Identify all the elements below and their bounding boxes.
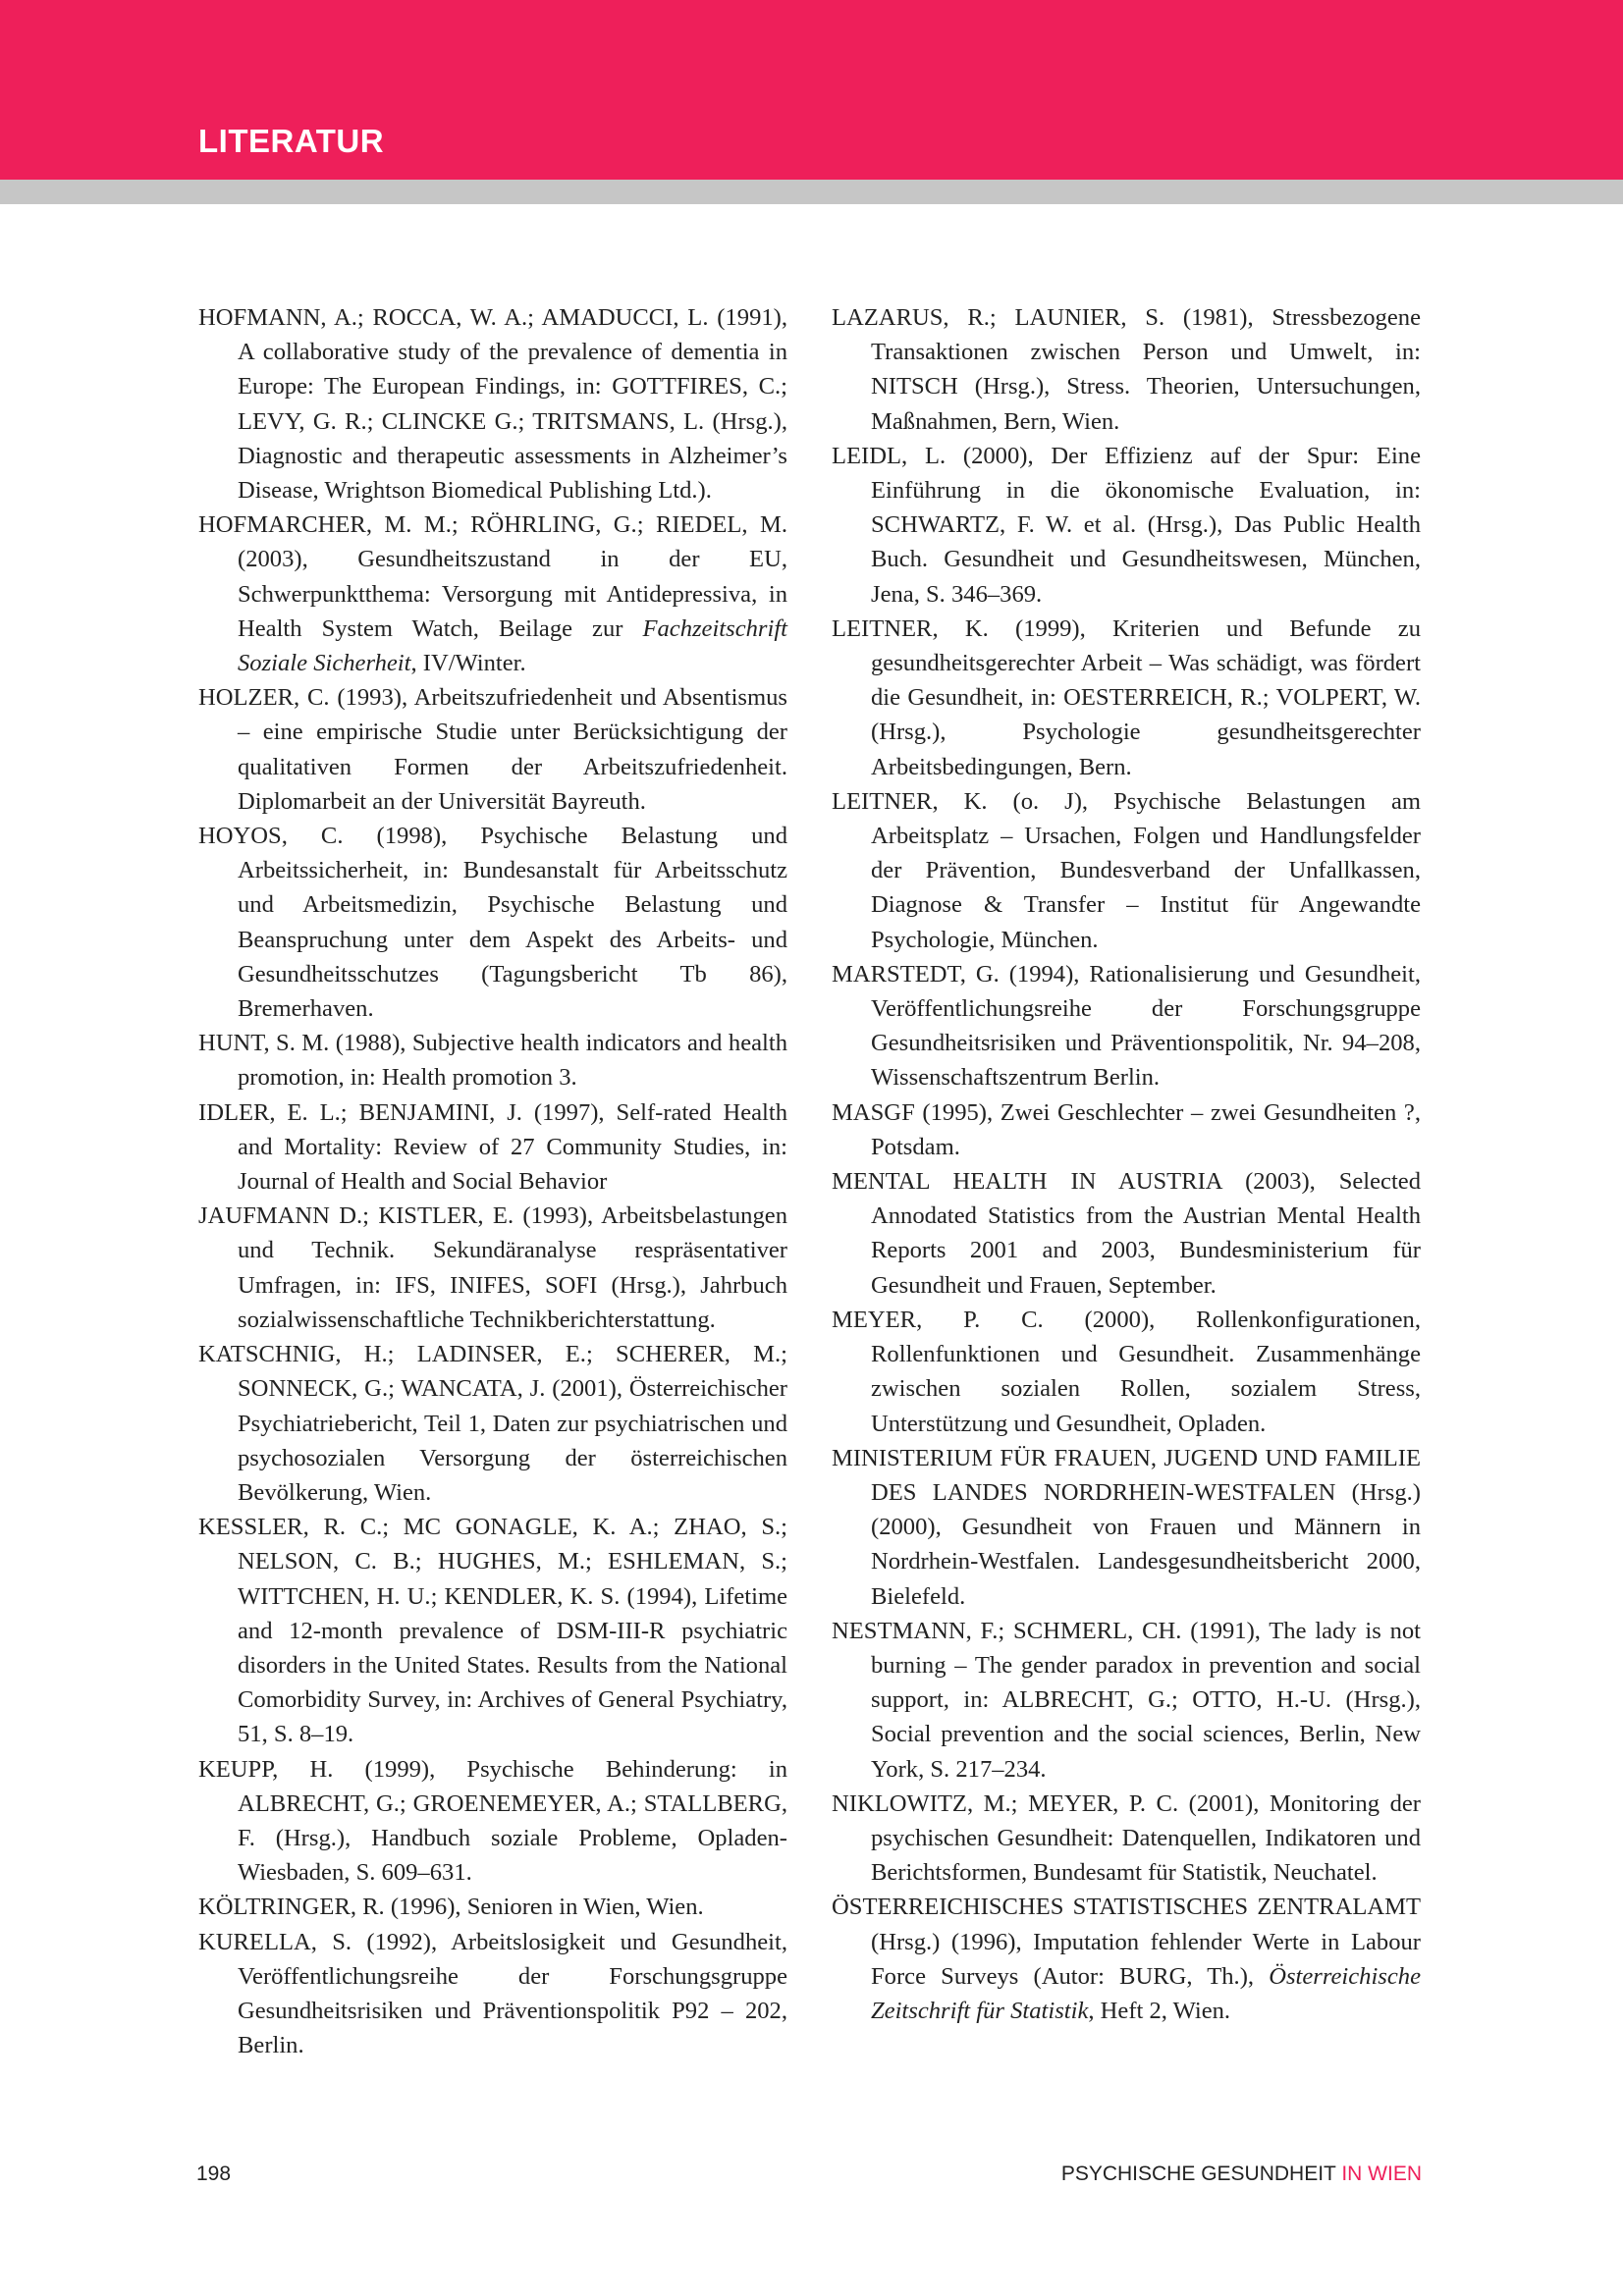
- footer-title-main: PSYCHISCHE GESUNDHEIT: [1060, 2163, 1342, 2185]
- running-footer-title: [1061, 2163, 1422, 2186]
- reference-entry: KATSCHNIG, H.; LADINSER, E.; SCHERER, M.; SONNECK, G.; WANCATA, J. (2001), Österreichischer Psychiatriebericht, Teil 1, Daten zur psychiatrischen und psychosozialen Versorgung der österreichischen Bevölkerung, Wien.: [198, 1341, 787, 1506]
- reference-entry: MEYER, P. C. (2000), Rollenkonfigurationen, Rollenfunktionen und Gesundheit. Zusammenhänge zwischen sozialen Rollen, sozialem Stress, Unterstützung und Gesundheit, Opladen.: [832, 1306, 1421, 1437]
- reference-entry: KEUPP, H. (1999), Psychische Behinderung: in ALBRECHT, G.; GROENEMEYER, A.; STALLBERG, F. (Hrsg.), Handbuch soziale Probleme, Opladen-Wiesbaden, S. 609–631.: [198, 1755, 787, 1887]
- reference-entry: JAUFMANN D.; KISTLER, E. (1993), Arbeitsbelastungen und Technik. Sekundäranalyse respräsentativer Umfragen, in: IFS, INIFES, SOFI (Hrsg.), Jahrbuch sozialwissenschaftliche Technikberichterstattung.: [198, 1202, 787, 1333]
- header-divider: [0, 180, 1623, 204]
- reference-entry: NESTMANN, F.; SCHMERL, CH. (1991), The lady is not burning – The gender paradox in prevention and social support, in: ALBRECHT, G.; OTTO, H.-U. (Hrsg.), Social prevention and the social sciences, Berlin, New York, S. 217–234.: [832, 1617, 1421, 1783]
- page-number: 198: [196, 2163, 232, 2185]
- reference-entry: IDLER, E. L.; BENJAMINI, J. (1997), Self-rated Health and Mortality: Review of 27 Community Studies, in: Journal of Health and Social Behavior: [198, 1098, 787, 1196]
- reference-entry: MARSTEDT, G. (1994), Rationalisierung und Gesundheit, Veröffentlichungsreihe der Forschungsgruppe Gesundheitsrisiken und Präventionspolitik, Nr. 94–208, Wissenschaftszentrum Berlin.: [832, 960, 1421, 1092]
- reference-entry: KESSLER, R. C.; MC GONAGLE, K. A.; ZHAO, S.; NELSON, C. B.; HUGHES, M.; ESHLEMAN, S.; WITTCHEN, H. U.; KENDLER, K. S. (1994), Lifetime and 12-month prevalence of DSM-III-R psychiatric disorders in the United States. Results from the National Comorbidity Survey, in: Archives of General Psychiatry, 51, S. 8–19.: [198, 1514, 787, 1748]
- reference-entry: MINISTERIUM FÜR FRAUEN, JUGEND UND FAMILIE DES LANDES NORDRHEIN-WESTFALEN (Hrsg.) (2000), Gesundheit von Frauen und Männern in Nordrhein-Westfalen. Landesgesundheitsbericht 2000, Bielefeld.: [832, 1444, 1421, 1610]
- reference-entry: MASGF (1995), Zwei Geschlechter – zwei Gesundheiten ?, Potsdam.: [832, 1098, 1421, 1160]
- reference-entry: KURELLA, S. (1992), Arbeitslosigkeit und Gesundheit, Veröffentlichungsreihe der Forschungsgruppe Gesundheitsrisiken und Präventionspolitik P92 – 202, Berlin.: [198, 1928, 787, 2059]
- reference-entry: LEITNER, K. (1999), Kriterien und Befunde zu gesundheitsgerechter Arbeit – Was schädigt, was fördert die Gesundheit, in: OESTERREICH, R.; VOLPERT, W. (Hrsg.), Psychologie gesundheitsgerechter Arbeitsbedingungen, Bern.: [832, 614, 1421, 780]
- reference-entry: MENTAL HEALTH IN AUSTRIA (2003), Selected Annodated Statistics from the Austrian Mental Health Reports 2001 and 2003, Bundesministerium für Gesundheit und Frauen, September.: [832, 1168, 1421, 1299]
- reference-entry: NIKLOWITZ, M.; MEYER, P. C. (2001), Monitoring der psychischen Gesundheit: Datenquellen, Indikatoren und Berichtsformen, Bundesamt für Statistik, Neuchatel.: [832, 1789, 1421, 1887]
- right-column: [832, 300, 1421, 2028]
- reference-entry: HUNT, S. M. (1988), Subjective health indicators and health promotion, in: Health promotion 3.: [198, 1030, 787, 1092]
- reference-entry: HOFMARCHER, M. M.; RÖHRLING, G.; RIEDEL, M. (2003), Gesundheitszustand in der EU, Schwerpunktthema: Versorgung mit Antidepressiva, in Health System Watch, Beilage zur Fachzeitschrift Soziale Sicherheit, IV/Winter.: [198, 511, 787, 677]
- reference-entry: HOFMANN, A.; ROCCA, W. A.; AMADUCCI, L. (1991), A collaborative study of the prevalence of dementia in Europe: The European Findings, in: GOTTFIRES, C.; LEVY, G. R.; CLINCKE G.; TRITSMANS, L. (Hrsg.), Diagnostic and therapeutic assessments in Alzheimer’s Disease, Wrightson Biomedical Publishing Ltd.).: [198, 304, 787, 505]
- reference-entry: LAZARUS, R.; LAUNIER, S. (1981), Stressbezogene Transaktionen zwischen Person und Umwelt, in: NITSCH (Hrsg.), Stress. Theorien, Untersuchungen, Maßnahmen, Bern, Wien.: [832, 304, 1421, 435]
- left-column: [198, 300, 787, 2062]
- footer-title-accent: IN WIEN: [1341, 2163, 1422, 2185]
- reference-entry: LEITNER, K. (o. J), Psychische Belastungen am Arbeitsplatz – Ursachen, Folgen und Handlungsfelder der Prävention, Bundesverband der Unfallkassen, Diagnose & Transfer – Institut für Angewandte Psychologie, München.: [832, 787, 1421, 953]
- reference-entry: ÖSTERREICHISCHES STATISTISCHES ZENTRALAMT (Hrsg.) (1996), Imputation fehlender Werte in Labour Force Surveys (Autor: BURG, Th.), Österreichische Zeitschrift für Statistik, Heft 2, Wien.: [832, 1894, 1421, 2024]
- reference-entry: LEIDL, L. (2000), Der Effizienz auf der Spur: Eine Einführung in die ökonomische Evaluation, in: SCHWARTZ, F. W. et al. (Hrsg.), Das Public Health Buch. Gesundheit und Gesundheitswesen, München, Jena, S. 346–369.: [832, 442, 1421, 608]
- reference-entry: KÖLTRINGER, R. (1996), Senioren in Wien, Wien.: [198, 1894, 704, 1921]
- reference-entry: HOLZER, C. (1993), Arbeitszufriedenheit und Absentismus – eine empirische Studie unter Berücksichtigung der qualitativen Formen der Arbeitszufriedenheit. Diplomarbeit an der Universität Bayreuth.: [198, 684, 787, 815]
- reference-entry: HOYOS, C. (1998), Psychische Belastung und Arbeitssicherheit, in: Bundesanstalt für Arbeitsschutz und Arbeitsmedizin, Psychische Belastung und Beanspruchung unter dem Aspekt des Arbeits- und Gesundheitsschutzes (Tagungsbericht Tb 86), Bremerhaven.: [198, 823, 787, 1023]
- page-title: LITERATUR: [198, 123, 385, 159]
